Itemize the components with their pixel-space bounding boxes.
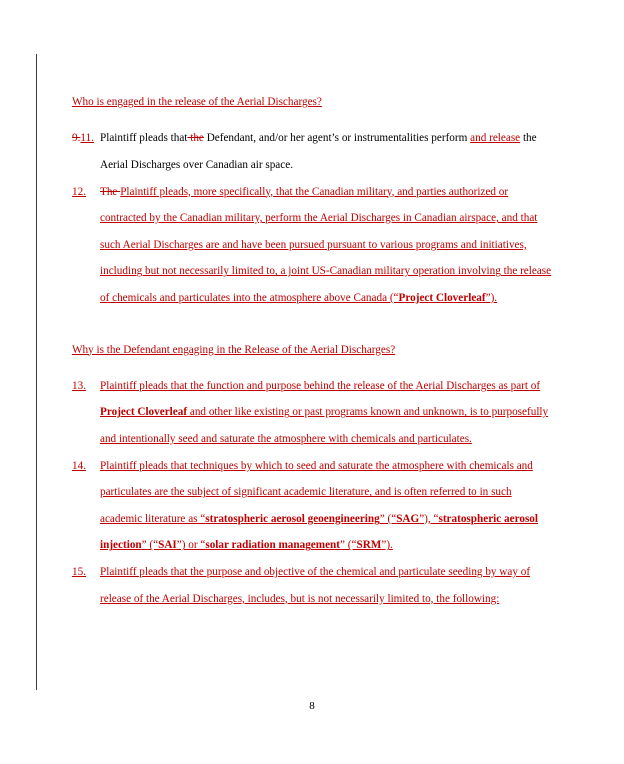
run-inserted: ”). xyxy=(381,539,393,552)
paragraph-number-inserted: 13. xyxy=(72,379,86,392)
run-inserted: ”) or “ xyxy=(176,539,206,552)
run-bold-inserted: SAG xyxy=(396,512,420,525)
paragraph-12 xyxy=(72,179,556,312)
paragraph-number-inserted: 12. xyxy=(72,185,86,198)
run-bold-inserted: Project Cloverleaf xyxy=(398,291,486,304)
run-text: the Aerial Discharges over Canadian air space. xyxy=(100,132,537,171)
run-text: Defendant, and/or her agent’s or instrumentalities perform xyxy=(203,132,471,145)
paragraph-number-11 xyxy=(72,125,100,152)
run-inserted: ”). xyxy=(485,291,498,304)
run-inserted: Plaintiff pleads that the purpose and objective of the chemical and particulate seeding by way of release of the Aerial Discharges, includes, but is not necessarily limited to, the following: xyxy=(100,566,531,605)
run-inserted: ” (“ xyxy=(379,512,397,525)
section-who-is-engaged xyxy=(72,94,556,312)
paragraph-number-13 xyxy=(72,373,100,400)
page-number: 8 xyxy=(309,700,315,712)
run-bold-inserted: stratospheric aerosol geoengineering xyxy=(205,512,380,525)
run-deleted: The xyxy=(100,185,121,198)
paragraph-11 xyxy=(72,125,556,178)
run-inserted: ”), “ xyxy=(419,512,439,525)
run-bold-inserted: solar radiation management xyxy=(205,539,341,552)
run-bold-inserted: stratospheric aerosol injection xyxy=(100,512,538,552)
run-inserted: and other like existing or past programs known and unknown, is to purposefully and intentionally seed and saturate the atmosphere with chemicals and particulates. xyxy=(100,406,549,446)
paragraph-13 xyxy=(72,373,556,453)
document-body xyxy=(72,94,556,612)
paragraph-15 xyxy=(72,559,556,612)
paragraph-number-deleted: 9. xyxy=(72,132,81,145)
run-inserted: ” (“ xyxy=(340,539,357,552)
paragraph-number-12 xyxy=(72,179,100,206)
paragraph-number-15 xyxy=(72,559,100,586)
section-gap xyxy=(72,312,556,342)
run-bold-inserted: SAI xyxy=(158,539,177,552)
paragraph-number-14 xyxy=(72,453,100,480)
paragraph-number-inserted: 11. xyxy=(80,132,94,145)
section-why-is-defendant-engaging xyxy=(72,342,556,613)
section-heading: Who is engaged in the release of the Aerial Discharges? xyxy=(72,96,322,108)
run-inserted: Plaintiff pleads that the function and purpose behind the release of the Aerial Discharges as part of xyxy=(100,379,541,392)
run-inserted: ” (“ xyxy=(141,539,159,552)
run-bold-inserted: Project Cloverleaf xyxy=(100,406,188,419)
run-inserted: Plaintiff pleads, more specifically, that the Canadian military, and parties authorized or contracted by the Canadian military, perform the Aerial Discharges in Canadian airspace, and that such Aerial Discharges are and have been pursued pursuant to various programs and initiatives, including but not necessarily limited to, a joint US-Canadian military operation involving the release of chemicals and particulates into the atmosphere above Canada (“ xyxy=(100,185,552,304)
section-heading: Why is the Defendant engaging in the Release of the Aerial Discharges? xyxy=(72,343,396,356)
paragraph-number-inserted: 14. xyxy=(72,459,86,472)
left-margin-rule xyxy=(36,54,37,690)
paragraph-number-inserted: 15. xyxy=(72,566,86,579)
paragraph-14 xyxy=(72,453,556,559)
run-deleted: the xyxy=(187,132,204,145)
run-inserted: and release xyxy=(470,132,521,145)
run-text: Plaintiff pleads that xyxy=(100,132,188,145)
run-inserted: Plaintiff pleads that techniques by which to seed and saturate the atmosphere with chemicals and particulates are the subject of significant academic literature, and is often referred to in such academic literature as “ xyxy=(100,459,533,525)
run-bold-inserted: SRM xyxy=(356,539,382,552)
